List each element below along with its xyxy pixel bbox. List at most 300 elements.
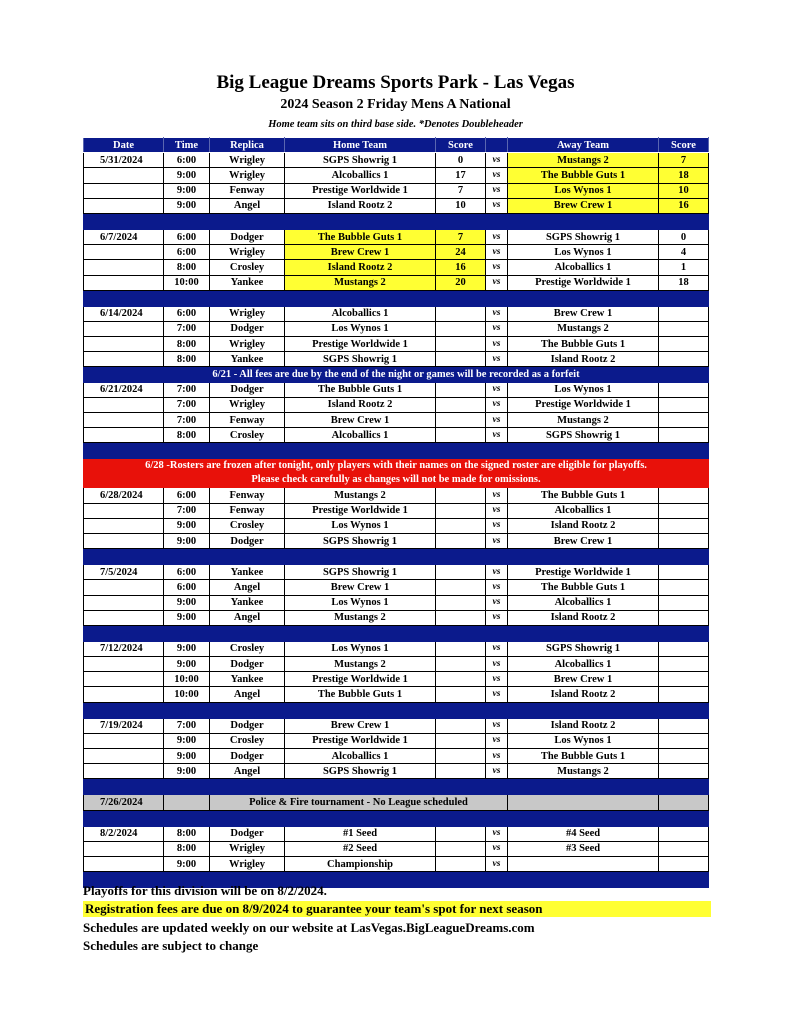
game-row [84,488,709,503]
home-score-cell [436,826,486,841]
replica-field-cell: Fenway [210,413,285,428]
replica-field-cell: Crosley [210,428,285,443]
home-score-cell [436,672,486,687]
vs-cell: vs [486,352,508,367]
replica-field-cell: Yankee [210,352,285,367]
replica-field-cell: Dodger [210,533,285,548]
replica-field-cell: Wrigley [210,397,285,412]
vs-cell: vs [486,826,508,841]
date-cell [84,352,164,367]
home-team-cell: Brew Crew 1 [285,580,436,595]
away-team-cell: SGPS Showrig 1 [508,229,659,244]
date-cell [84,337,164,352]
home-team-cell: SGPS Showrig 1 [285,352,436,367]
date-cell [84,764,164,779]
home-score-cell: 17 [436,168,486,183]
game-row [84,565,709,580]
date-cell [84,245,164,260]
home-score-cell: 7 [436,183,486,198]
home-team-cell: Alcoballics 1 [285,168,436,183]
date-cell [84,856,164,871]
home-team-cell: Los Wynos 1 [285,641,436,656]
away-team-cell: Brew Crew 1 [508,533,659,548]
home-score-cell [436,841,486,856]
col-header-home-score: Score [436,138,486,153]
time-cell: 8:00 [164,260,210,275]
away-score-cell [659,826,709,841]
date-cell: 7/12/2024 [84,641,164,656]
away-score-cell [659,687,709,702]
separator-cell [84,702,709,718]
separator-cell [84,443,709,459]
replica-field-cell: Dodger [210,321,285,336]
date-cell [84,260,164,275]
header-row [84,138,709,153]
away-team-cell: #4 Seed [508,826,659,841]
away-team-cell: Island Rootz 2 [508,352,659,367]
away-score-cell: 1 [659,260,709,275]
home-score-cell [436,565,486,580]
time-cell: 6:00 [164,565,210,580]
home-team-cell: Prestige Worldwide 1 [285,733,436,748]
vs-cell: vs [486,672,508,687]
time-cell: 6:00 [164,306,210,321]
home-team-cell: Alcoballics 1 [285,428,436,443]
home-team-cell: Mustangs 2 [285,657,436,672]
game-row [84,183,709,198]
game-row [84,428,709,443]
separator-cell [84,810,709,826]
away-team-cell: SGPS Showrig 1 [508,428,659,443]
replica-field-cell: Dodger [210,657,285,672]
separator-cell [84,779,709,795]
date-cell [84,413,164,428]
away-score-cell [659,518,709,533]
home-team-cell: Brew Crew 1 [285,245,436,260]
col-header-away-team: Away Team [508,138,659,153]
game-row [84,352,709,367]
replica-field-cell: Wrigley [210,245,285,260]
away-score-cell [659,641,709,656]
home-score-cell [436,382,486,397]
game-row [84,687,709,702]
replica-field-cell: Dodger [210,826,285,841]
home-team-cell: Prestige Worldwide 1 [285,183,436,198]
game-row [84,503,709,518]
home-score-cell [436,413,486,428]
away-score-cell: 16 [659,198,709,213]
time-cell [164,795,210,810]
replica-field-cell: Wrigley [210,153,285,168]
replica-field-cell: Wrigley [210,168,285,183]
home-score-cell [436,503,486,518]
vs-cell: vs [486,565,508,580]
vs-cell: vs [486,595,508,610]
date-cell: 6/14/2024 [84,306,164,321]
away-team-cell: Island Rootz 2 [508,610,659,625]
away-score-cell: 18 [659,168,709,183]
replica-field-cell: Angel [210,198,285,213]
away-team-cell: The Bubble Guts 1 [508,580,659,595]
replica-field-cell: Fenway [210,183,285,198]
roster-freeze-notice-row [84,459,709,488]
time-cell: 8:00 [164,841,210,856]
vs-cell: vs [486,260,508,275]
away-score-cell [659,306,709,321]
home-team-cell: #2 Seed [285,841,436,856]
time-cell: 9:00 [164,856,210,871]
time-cell: 7:00 [164,382,210,397]
date-cell [84,198,164,213]
time-cell: 10:00 [164,275,210,290]
away-team-cell: Prestige Worldwide 1 [508,565,659,580]
home-team-cell: SGPS Showrig 1 [285,565,436,580]
away-score-cell [659,795,709,810]
time-cell: 9:00 [164,764,210,779]
week-separator [84,213,709,229]
away-team-cell: Island Rootz 2 [508,718,659,733]
vs-cell: vs [486,518,508,533]
away-team-cell: Brew Crew 1 [508,198,659,213]
home-team-cell: SGPS Showrig 1 [285,764,436,779]
replica-field-cell: Fenway [210,488,285,503]
home-team-cell: The Bubble Guts 1 [285,382,436,397]
away-team-cell: Los Wynos 1 [508,382,659,397]
away-score-cell [659,382,709,397]
vs-cell: vs [486,198,508,213]
home-score-cell [436,733,486,748]
vs-cell: vs [486,321,508,336]
col-header-away-score: Score [659,138,709,153]
away-team-cell: Alcoballics 1 [508,503,659,518]
home-team-cell: #1 Seed [285,826,436,841]
home-score-cell [436,641,486,656]
date-cell [84,749,164,764]
replica-field-cell: Wrigley [210,841,285,856]
vs-cell: vs [486,488,508,503]
separator-cell [84,625,709,641]
game-row [84,382,709,397]
time-cell: 9:00 [164,657,210,672]
date-cell [84,275,164,290]
date-cell [84,733,164,748]
away-score-cell [659,733,709,748]
home-score-cell [436,397,486,412]
home-score-cell [436,687,486,702]
date-cell: 6/28/2024 [84,488,164,503]
subject-to-change-note: Schedules are subject to change [83,938,259,953]
replica-field-cell: Wrigley [210,337,285,352]
date-cell: 8/2/2024 [84,826,164,841]
time-cell: 7:00 [164,413,210,428]
away-score-cell [659,595,709,610]
game-row [84,321,709,336]
vs-cell: vs [486,337,508,352]
home-score-cell [436,306,486,321]
game-row [84,533,709,548]
home-score-cell [436,595,486,610]
date-cell: 6/21/2024 [84,382,164,397]
away-score-cell: 7 [659,153,709,168]
away-team-cell: Alcoballics 1 [508,657,659,672]
no-league-row [84,795,709,810]
home-team-cell: Championship [285,856,436,871]
page-subtitle: 2024 Season 2 Friday Mens A National [280,97,511,112]
week-separator [84,625,709,641]
away-team-cell: Prestige Worldwide 1 [508,397,659,412]
vs-cell: vs [486,413,508,428]
time-cell: 9:00 [164,733,210,748]
date-cell [84,168,164,183]
game-row [84,153,709,168]
home-score-cell [436,610,486,625]
away-score-cell [659,337,709,352]
time-cell: 9:00 [164,518,210,533]
date-cell: 7/19/2024 [84,718,164,733]
time-cell: 8:00 [164,826,210,841]
vs-cell: vs [486,275,508,290]
date-cell [84,533,164,548]
away-score-cell: 0 [659,229,709,244]
game-row [84,749,709,764]
away-team-cell: Los Wynos 1 [508,733,659,748]
home-score-cell [436,856,486,871]
col-header-replica: Replica [210,138,285,153]
home-team-cell: Mustangs 2 [285,275,436,290]
game-row [84,198,709,213]
home-team-cell: Brew Crew 1 [285,718,436,733]
away-score-cell [659,321,709,336]
game-row [84,672,709,687]
game-row [84,641,709,656]
game-row [84,275,709,290]
roster-notice-line-1: 6/28 -Rosters are frozen after tonight, only players with their names on the signed roster are eligible for playoffs. [145,460,647,472]
away-score-cell [659,503,709,518]
vs-cell: vs [486,382,508,397]
week-separator [84,702,709,718]
replica-field-cell: Yankee [210,595,285,610]
away-score-cell [659,488,709,503]
away-team-cell: Los Wynos 1 [508,183,659,198]
away-score-cell [659,565,709,580]
home-team-cell: SGPS Showrig 1 [285,533,436,548]
date-cell [84,321,164,336]
home-score-cell [436,657,486,672]
time-cell: 6:00 [164,488,210,503]
separator-cell [84,213,709,229]
home-score-cell: 16 [436,260,486,275]
away-score-cell [659,657,709,672]
vs-cell: vs [486,229,508,244]
time-cell: 7:00 [164,503,210,518]
date-cell [84,518,164,533]
time-cell: 8:00 [164,428,210,443]
home-team-cell: Prestige Worldwide 1 [285,337,436,352]
away-score-cell [659,718,709,733]
vs-cell: vs [486,764,508,779]
away-score-cell [659,428,709,443]
away-score-cell [659,397,709,412]
game-row [84,856,709,871]
replica-field-cell: Dodger [210,229,285,244]
home-team-cell: The Bubble Guts 1 [285,687,436,702]
time-cell: 9:00 [164,595,210,610]
replica-field-cell: Crosley [210,518,285,533]
home-team-cell: Mustangs 2 [285,610,436,625]
home-team-note: Home team sits on third base side. *Denotes Doubleheader [268,119,523,130]
replica-field-cell: Crosley [210,260,285,275]
game-row [84,733,709,748]
vs-cell: vs [486,153,508,168]
date-cell [84,657,164,672]
away-team-cell: Mustangs 2 [508,764,659,779]
time-cell: 9:00 [164,641,210,656]
replica-field-cell: Crosley [210,641,285,656]
home-team-cell: Island Rootz 2 [285,397,436,412]
game-row [84,580,709,595]
away-team-cell: Mustangs 2 [508,153,659,168]
home-score-cell [436,352,486,367]
away-score-cell [659,749,709,764]
page-title: Big League Dreams Sports Park - Las Vegas [216,72,575,93]
week-separator [84,290,709,306]
date-cell [84,428,164,443]
date-cell [84,672,164,687]
away-score-cell [659,413,709,428]
home-team-cell: Brew Crew 1 [285,413,436,428]
roster-freeze-notice [84,459,709,488]
home-score-cell [436,321,486,336]
home-score-cell: 0 [436,153,486,168]
away-team-cell: The Bubble Guts 1 [508,168,659,183]
vs-cell: vs [486,533,508,548]
time-cell: 9:00 [164,183,210,198]
game-row [84,413,709,428]
replica-field-cell: Angel [210,580,285,595]
game-row [84,168,709,183]
replica-field-cell: Wrigley [210,306,285,321]
time-cell: 9:00 [164,610,210,625]
away-team-cell: Island Rootz 2 [508,518,659,533]
vs-cell: vs [486,733,508,748]
home-score-cell [436,580,486,595]
vs-cell: vs [486,306,508,321]
replica-field-cell: Angel [210,764,285,779]
home-score-cell [436,428,486,443]
playoffs-note: Playoffs for this division will be on 8/2/2024. [83,883,327,898]
replica-field-cell: Angel [210,610,285,625]
away-team-cell: Brew Crew 1 [508,306,659,321]
home-score-cell [436,337,486,352]
replica-field-cell: Crosley [210,733,285,748]
date-cell [84,687,164,702]
vs-cell: vs [486,503,508,518]
away-team-cell: Prestige Worldwide 1 [508,275,659,290]
vs-cell: vs [486,168,508,183]
game-row [84,397,709,412]
replica-field-cell: Angel [210,687,285,702]
week-separator [84,549,709,565]
time-cell: 10:00 [164,672,210,687]
away-score-cell [659,352,709,367]
col-header-time: Time [164,138,210,153]
home-score-cell [436,488,486,503]
game-row [84,260,709,275]
away-score-cell: 10 [659,183,709,198]
date-cell: 6/7/2024 [84,229,164,244]
away-team-cell [508,856,659,871]
home-team-cell: Los Wynos 1 [285,321,436,336]
vs-cell: vs [486,183,508,198]
time-cell: 9:00 [164,168,210,183]
home-team-cell: Los Wynos 1 [285,518,436,533]
date-cell [84,183,164,198]
time-cell: 8:00 [164,352,210,367]
away-team-cell: Alcoballics 1 [508,260,659,275]
home-team-cell: Mustangs 2 [285,488,436,503]
schedule-table [83,137,709,888]
home-team-cell: SGPS Showrig 1 [285,153,436,168]
home-team-cell: The Bubble Guts 1 [285,229,436,244]
away-score-cell [659,580,709,595]
date-cell [84,595,164,610]
vs-cell: vs [486,749,508,764]
away-team-cell: The Bubble Guts 1 [508,337,659,352]
home-team-cell: Prestige Worldwide 1 [285,672,436,687]
time-cell: 7:00 [164,321,210,336]
home-team-cell: Alcoballics 1 [285,306,436,321]
home-score-cell [436,533,486,548]
time-cell: 8:00 [164,337,210,352]
away-score-cell [659,533,709,548]
game-row [84,826,709,841]
home-team-cell: Island Rootz 2 [285,260,436,275]
replica-field-cell: Yankee [210,275,285,290]
home-score-cell: 24 [436,245,486,260]
away-team-cell [508,795,659,810]
time-cell: 6:00 [164,245,210,260]
away-score-cell [659,764,709,779]
replica-field-cell: Fenway [210,503,285,518]
week-separator [84,810,709,826]
separator-cell [84,290,709,306]
game-row [84,229,709,244]
vs-cell: vs [486,641,508,656]
vs-cell: vs [486,610,508,625]
home-score-cell: 20 [436,275,486,290]
col-header-home-team: Home Team [285,138,436,153]
home-team-cell: Alcoballics 1 [285,749,436,764]
away-team-cell: #3 Seed [508,841,659,856]
time-cell: 6:00 [164,153,210,168]
vs-cell: vs [486,718,508,733]
vs-cell: vs [486,841,508,856]
schedule-body [84,138,709,888]
away-team-cell: The Bubble Guts 1 [508,488,659,503]
time-cell: 9:00 [164,749,210,764]
home-score-cell [436,718,486,733]
away-score-cell [659,841,709,856]
game-row [84,337,709,352]
away-team-cell: Mustangs 2 [508,321,659,336]
vs-cell: vs [486,687,508,702]
home-score-cell [436,764,486,779]
date-cell [84,610,164,625]
away-score-cell: 4 [659,245,709,260]
away-team-cell: Island Rootz 2 [508,687,659,702]
vs-cell: vs [486,245,508,260]
fees-notice-row [84,367,709,382]
